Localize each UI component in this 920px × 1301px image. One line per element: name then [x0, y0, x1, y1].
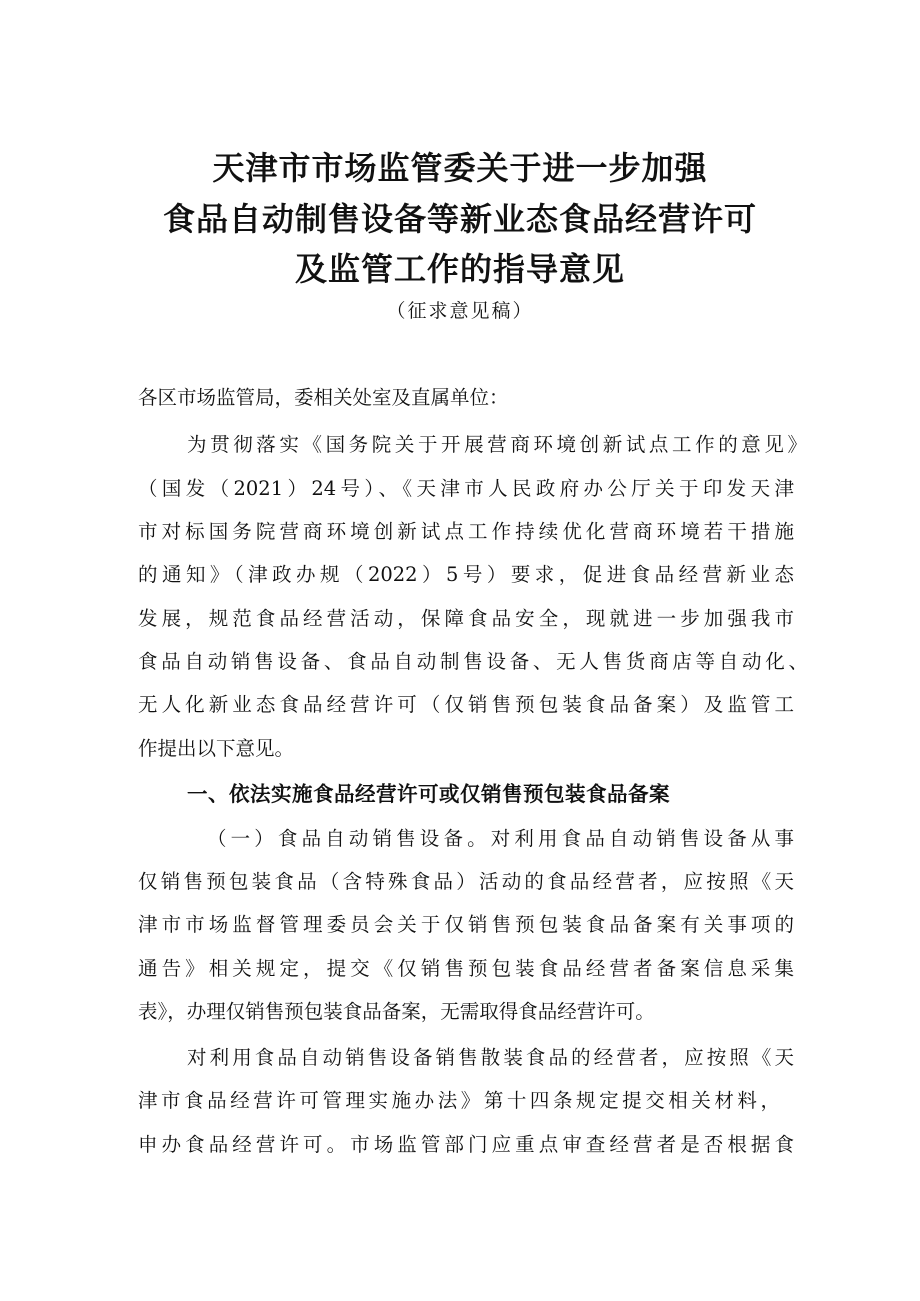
paragraph-1-line: 的通知》（津政办规（2022）5号）要求，促进食品经营新业态: [138, 563, 794, 586]
paragraph-2-line: （一）食品自动销售设备。对利用食品自动销售设备从事: [207, 827, 794, 850]
paragraph-3-line: 申办食品经营许可。市场监管部门应重点审查经营者是否根据食: [138, 1133, 794, 1156]
document-title-line-3: 及监管工作的指导意见: [294, 250, 625, 288]
paragraph-2-line: 表》，办理仅销售预包装食品备案，无需取得食品经营许可。: [138, 1000, 655, 1023]
paragraph-1-line: （国发（2021）24号）、《天津市人民政府办公厅关于印发天津: [138, 477, 794, 500]
paragraph-3-line: 津市食品经营许可管理实施办法》第十四条规定提交相关材料，: [138, 1089, 780, 1112]
document-subtitle: （征求意见稿）: [386, 300, 534, 322]
paragraph-2-line: 仅销售预包装食品（含特殊食品）活动的食品经营者，应按照《天: [138, 870, 794, 893]
document-title-line-2: 食品自动制售设备等新业态食品经营许可: [162, 200, 757, 238]
paragraph-1-line: 市对标国务院营商环境创新试点工作持续优化营商环境若干措施: [138, 520, 794, 543]
section-1-heading: 一、依法实施食品经营许可或仅销售预包装食品备案: [187, 782, 670, 806]
paragraph-1-line: 为贯彻落实《国务院关于开展营商环境创新试点工作的意见》: [187, 433, 807, 456]
document-title-line-1: 天津市市场监管委关于进一步加强: [212, 149, 708, 187]
paragraph-3-line: 对利用食品自动销售设备销售散装食品的经营者，应按照《天: [187, 1046, 794, 1069]
paragraph-1-line: 食品自动销售设备、食品自动制售设备、无人售货商店等自动化、: [138, 650, 808, 673]
paragraph-1-line: 无人化新业态食品经营许可（仅销售预包装食品备案）及监管工: [138, 693, 794, 716]
paragraph-1-line: 作提出以下意见。: [138, 737, 295, 760]
paragraph-2-line: 通告》相关规定，提交《仅销售预包装食品经营者备案信息采集: [138, 957, 794, 980]
paragraph-1-line: 发展，规范食品经营活动，保障食品安全，现就进一步加强我市: [138, 607, 794, 630]
paragraph-2-line: 津市市场监督管理委员会关于仅销售预包装食品备案有关事项的: [138, 913, 794, 936]
salutation: 各区市场监管局，委相关处室及直属单位：: [138, 386, 509, 409]
